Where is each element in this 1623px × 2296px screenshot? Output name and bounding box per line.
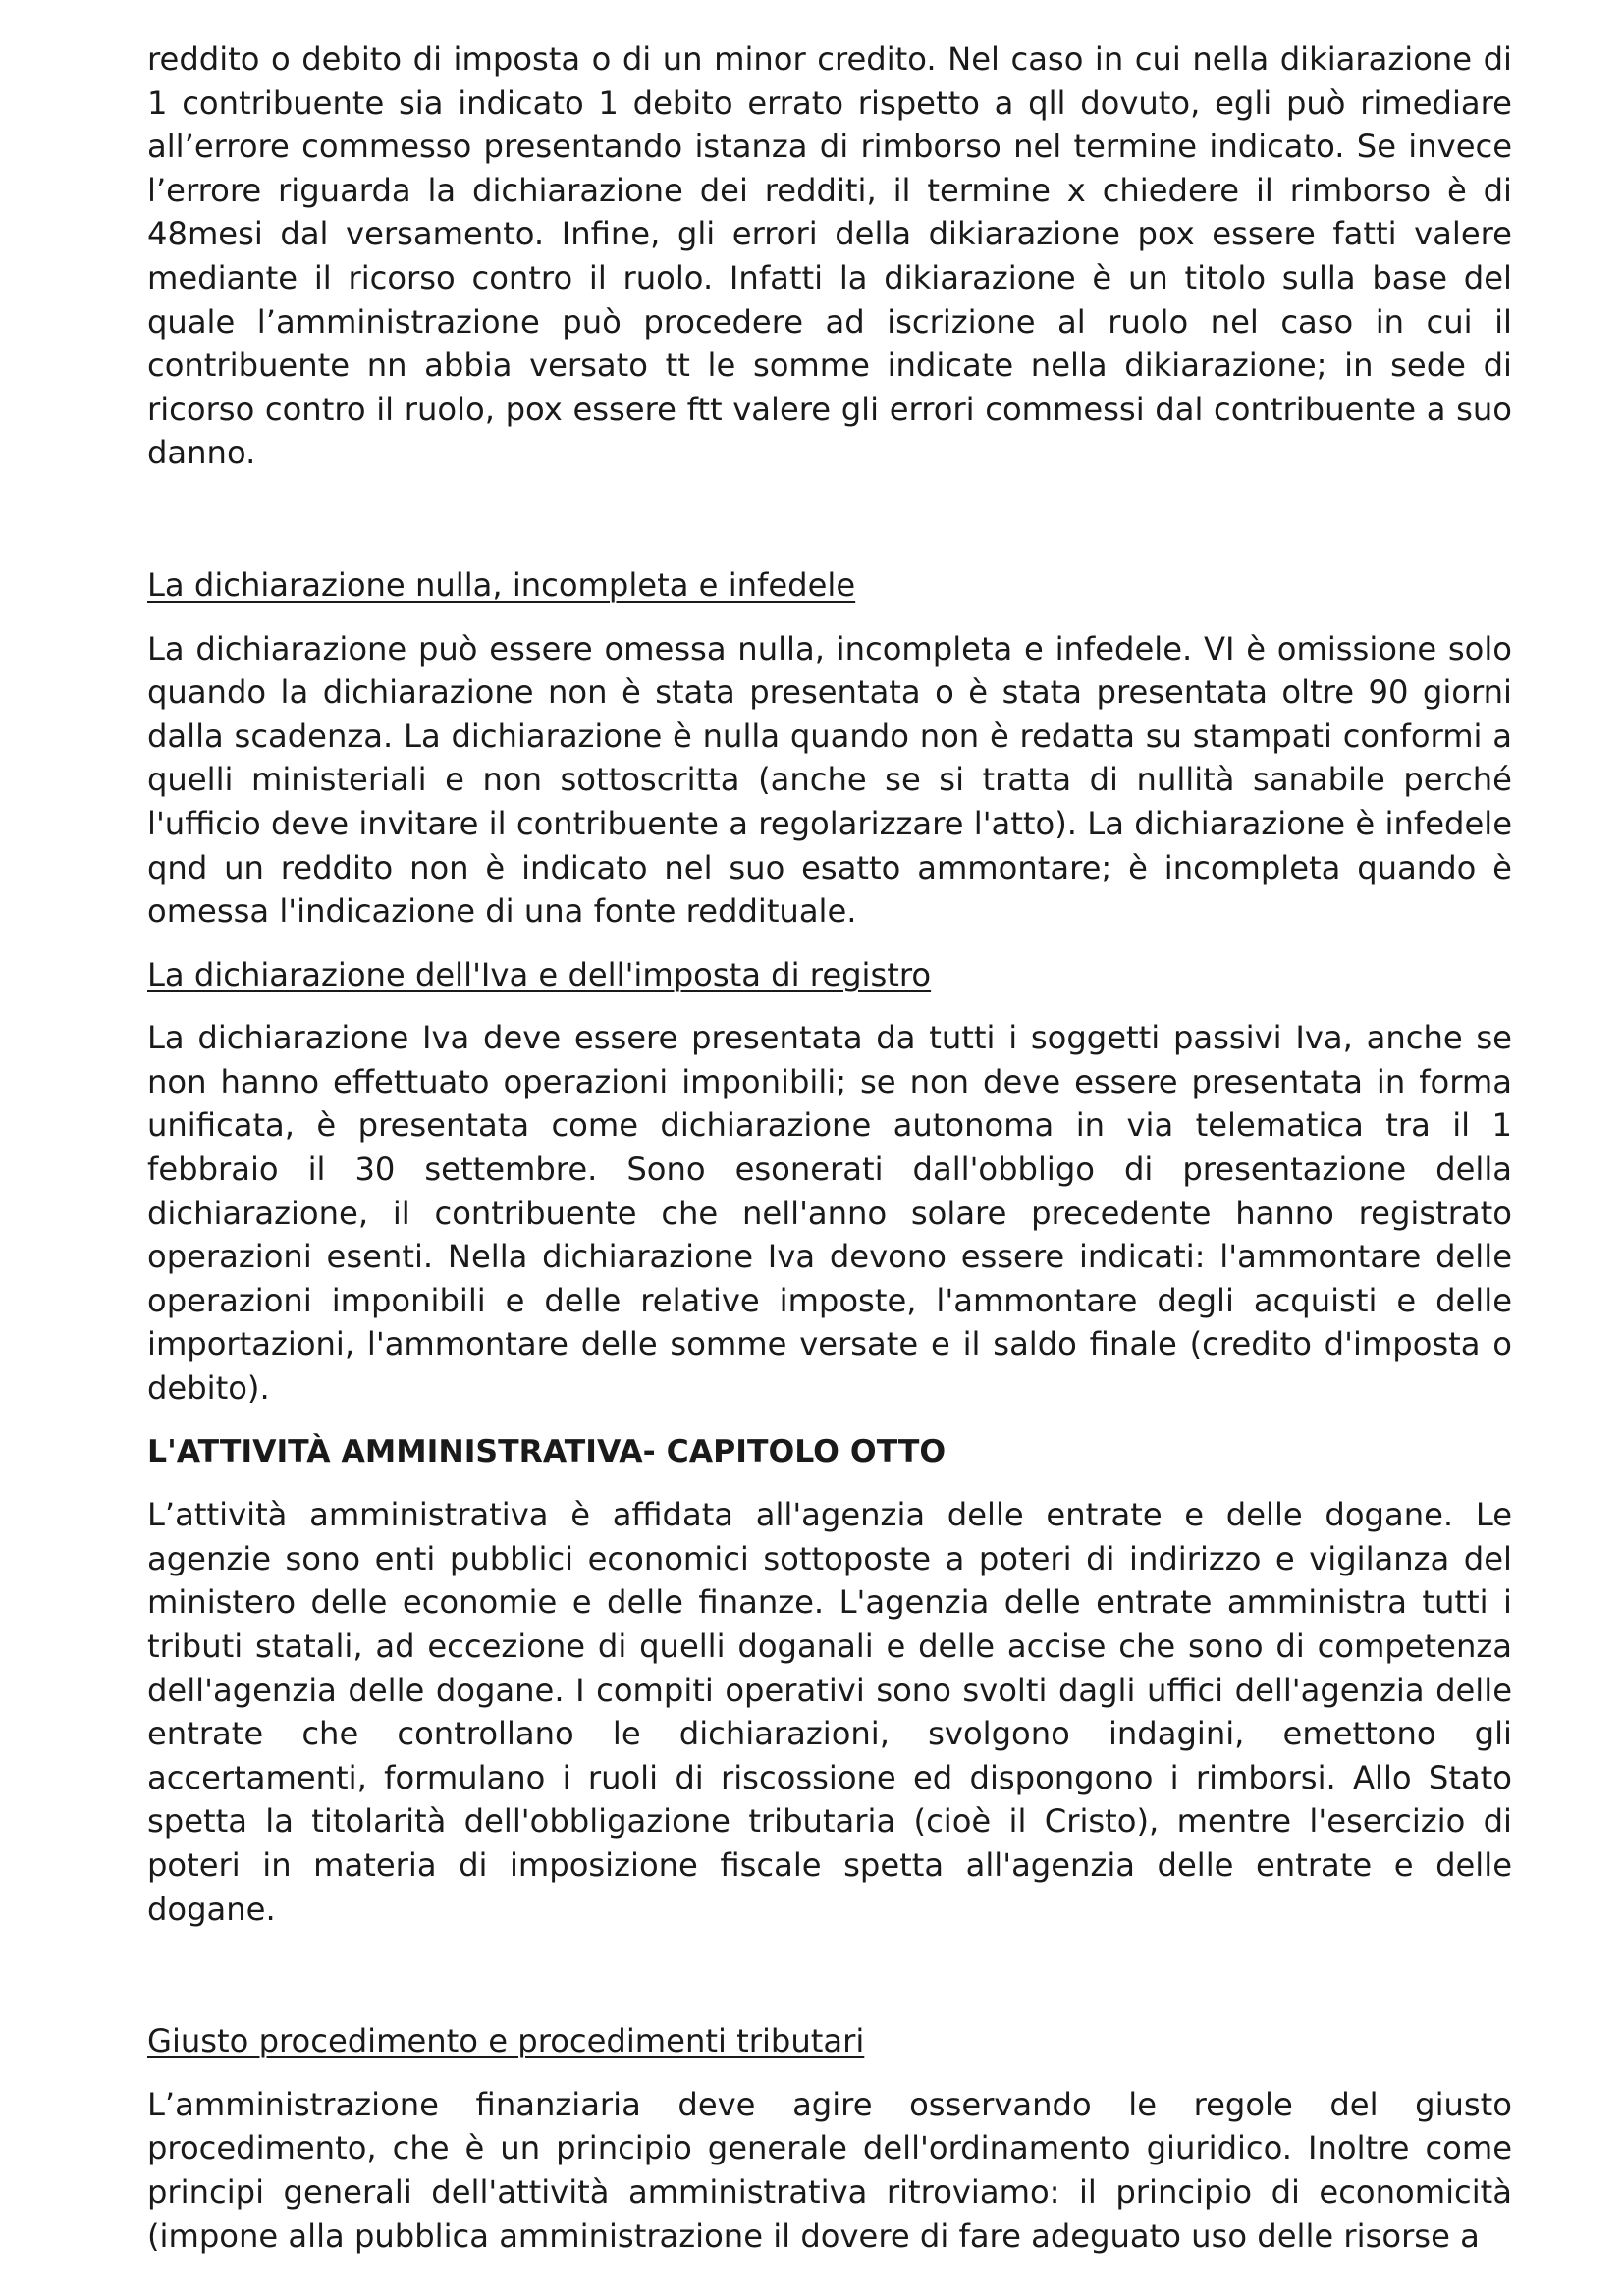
spacer: [147, 2063, 1512, 2083]
spacer: [147, 996, 1512, 1016]
paragraph-dichiarazione-nulla: La dichiarazione può essere omessa nulla, incompleta e infedele. VI è omissione solo quando la dichiarazione non è stata presentata o è stata presentata oltre 90 giorni dalla scadenza. La dichiarazione è nulla quando non è redatta su stampati conformi a quelli ministeriali e non sottoscritta (anche se si tratta di nullità sanabile perché l'ufficio deve invitare il contribuente a regolarizzare l'atto). La dichiarazione è infedele qnd un reddito non è indicato nel suo esatto ammontare; è incompleta quando è omessa l'indicazione di una fonte reddituale.: [147, 629, 1512, 931]
spacer: [147, 475, 1512, 563]
chapter-heading: L'ATTIVITÀ AMMINISTRATIVA- CAPITOLO OTTO: [147, 1433, 947, 1469]
paragraph-continuation: reddito o debito di imposta o di un minor credito. Nel caso in cui nella dikiarazione di 1 contribuente sia indicato 1 debito errato rispetto a qll dovuto, egli può rimediare all’errore commesso presentando istanza di rimborso nel termine indicato. Se invece l’errore riguarda la dichiarazione dei redditi, il termine x chiedere il rimborso è di 48mesi dal versamento. Infine, gli errori della dikiarazione pox essere fatti valere mediante il ricorso contro il ruolo. Infatti la dikiarazione è un titolo sulla base del quale l’amministrazione può procedere ad iscrizione al ruolo nel caso in cui il contribuente nn abbia versato tt le somme indicate nella dikiarazione; in sede di ricorso contro il ruolo, pox essere ftt valere gli errori commessi dal contribuente a suo danno.: [147, 40, 1512, 472]
section-heading-giusto-procedimento: Giusto procedimento e procedimenti tributari: [147, 2022, 865, 2060]
section-heading-dichiarazione-nulla: La dichiarazione nulla, incompleta e infedele: [147, 565, 856, 604]
section-heading-dichiarazione-iva: La dichiarazione dell'Iva e dell'imposta di registro: [147, 955, 932, 993]
spacer: [147, 1473, 1512, 1493]
spacer: [147, 1411, 1512, 1430]
paragraph-attivita-amministrativa: L’attività amministrativa è affidata all'agenzia delle entrate e delle dogane. Le agenzie sono enti pubblici economici sottoposte a poteri di indirizzo e vigilanza del ministero delle economie e delle finanze. L'agenzia delle entrate amministra tutti i tributi statali, ad eccezione di quelli doganali e delle accise che sono di competenza dell'agenzia delle dogane. I compiti operativi sono svolti dagli uffici dell'agenzia delle entrate che controllano le dichiarazioni, svolgono indagini, emettono gli accertamenti, formulano i ruoli di riscossione ed dispongono i rimborsi. Allo Stato spetta la titolarità dell'obbligazione tributaria (cioè il Cristo), mentre l'esercizio di poteri in materia di imposizione fiscale spetta all'agenzia delle entrate e delle dogane.: [147, 1496, 1512, 1928]
spacer: [147, 608, 1512, 627]
spacer: [147, 934, 1512, 953]
paragraph-giusto-procedimento: L’amministrazione finanziaria deve agire osservando le regole del giusto procedimento, che è un principio generale dell'ordinamento giuridico. Inoltre come principi generali dell'attività amministrativa ritroviamo: il principio di economicità (impone alla pubblica amministrazione il dovere di fare adeguato uso delle risorse a: [147, 2085, 1512, 2255]
paragraph-dichiarazione-iva: La dichiarazione Iva deve essere presentata da tutti i soggetti passivi Iva, anche se non hanno effettuato operazioni imponibili; se non deve essere presentata in forma unificata, è presentata come dichiarazione autonoma in via telematica tra il 1 febbraio il 30 settembre. Sono esonerati dall'obbligo di presentazione della dichiarazione, il contribuente che nell'anno solare precedente hanno registrato operazioni esenti. Nella dichiarazione Iva devono essere indicati: l'ammontare delle operazioni imponibili e delle relative imposte, l'ammontare degli acquisti e delle importazioni, l'ammontare delle somme versate e il saldo finale (credito d'imposta o debito).: [147, 1019, 1512, 1408]
spacer: [147, 1931, 1512, 2019]
document-page: [147, 37, 1512, 2258]
